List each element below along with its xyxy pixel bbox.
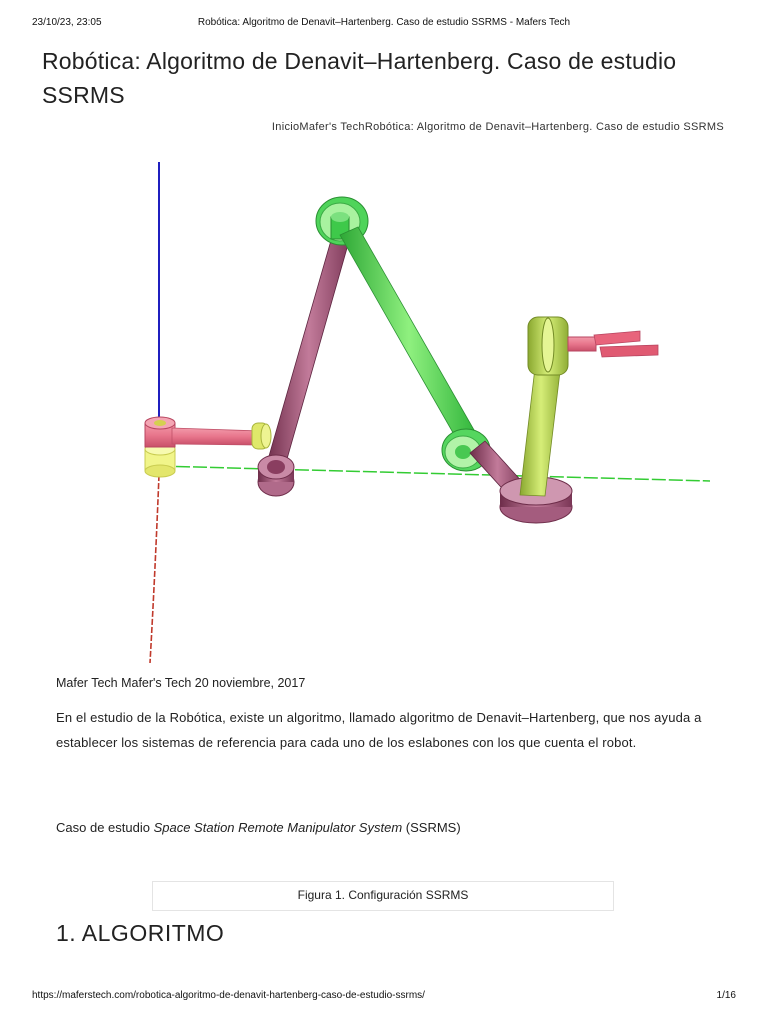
page-title: Robótica: Algoritmo de Denavit–Hartenberg. Caso de estudio SSRMS xyxy=(42,48,677,108)
breadcrumb xyxy=(272,121,724,133)
print-date: 23/10/23, 23:05 xyxy=(32,17,102,28)
print-footer xyxy=(32,990,736,1004)
breadcrumb-category-link[interactable]: Mafer's Tech xyxy=(299,121,365,133)
section-heading: 1. ALGORITMO xyxy=(56,920,225,946)
y-axis-line xyxy=(159,466,710,481)
figure-caption: Figura 1. Configuración SSRMS xyxy=(152,881,614,911)
maroon-link xyxy=(265,223,353,473)
pink-link xyxy=(172,428,260,445)
end-effector xyxy=(568,331,658,357)
lower-maroon-joint xyxy=(258,455,294,496)
post-meta: Mafer Tech Mafer's Tech 20 noviembre, 2017 xyxy=(56,676,306,690)
case-study-name: Space Station Remote Manipulator System xyxy=(153,820,403,835)
case-study-suffix: (SSRMS) xyxy=(402,820,461,835)
base-joint xyxy=(145,443,175,477)
shoulder-joint xyxy=(145,417,175,447)
green-link xyxy=(340,227,478,445)
print-doc-title: Robótica: Algoritmo de Denavit–Hartenberg. Caso de estudio SSRMS - Mafers Tech xyxy=(197,17,571,28)
breadcrumb-home-link[interactable]: Inicio xyxy=(271,121,300,133)
print-url: https://maferstech.com/robotica-algoritmo-de-denavit-hartenberg-caso-de-estudio-ssrms/ xyxy=(32,990,425,1001)
ssrms-robot-figure xyxy=(100,155,740,665)
olive-link xyxy=(520,317,568,496)
case-study-prefix: Caso de estudio xyxy=(56,820,154,835)
small-yellow-joint xyxy=(252,423,271,449)
breadcrumb-current: Robótica: Algoritmo de Denavit–Hartenberg. Caso de estudio SSRMS xyxy=(364,121,724,133)
intro-paragraph: En el estudio de la Robótica, existe un algoritmo, llamado algoritmo de Denavit–Hartenberg, que nos ayuda a establecer los sistemas de referencia para cada uno de los eslabones con los que cuenta el robot. xyxy=(56,710,702,750)
case-study-line xyxy=(56,820,461,835)
print-header xyxy=(32,17,736,31)
page-number: 1/16 xyxy=(716,990,736,1001)
x-axis-line xyxy=(150,475,159,663)
